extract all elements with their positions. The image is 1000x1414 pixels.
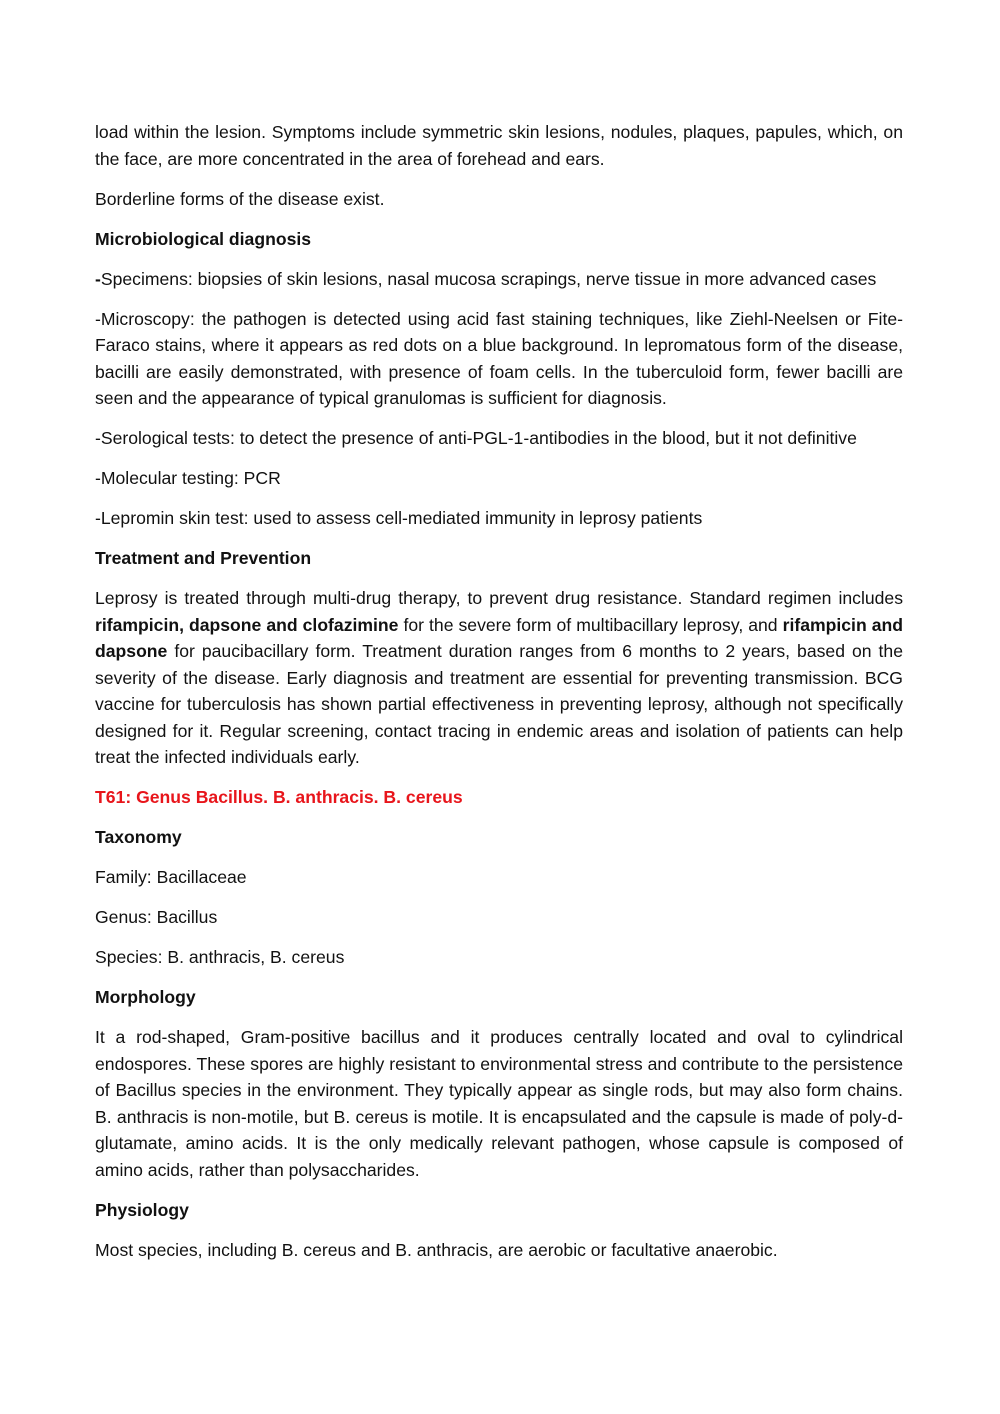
treatment-drugs-multibacillary: rifampicin, dapsone and clofazimine [95,614,399,635]
taxonomy-heading: Taxonomy [95,827,182,847]
specimens-item [95,266,903,293]
diagnosis-heading: Microbiological diagnosis [95,228,312,249]
taxonomy-species: Species: B. anthracis, B. cereus [95,947,345,967]
treatment-drugs-paucibacillary: rifampicin and dapsone [95,614,903,661]
topic-title: T61: Genus Bacillus. B. anthracis. B. cereus [95,787,463,807]
treatment-text-3: for paucibacillary form. Treatment duration ranges from 6 months to 2 years, based on the severity of the disease. Early diagnosis and treatment are essential for preventing transmission. BCG vaccine for tuberculosis has shown partial effectiveness in preventing leprosy, although not specifically designed for it. Regular screening, contact tracing in endemic areas and isolation of patients can help treat the infected individuals early. [95,641,903,767]
treatment-heading: Treatment and Prevention [95,548,312,568]
molecular-item: -Molecular testing: PCR [95,468,281,488]
borderline-paragraph: Borderline forms of the disease exist. [95,188,385,209]
treatment-text-1: Leprosy is treated through multi-drug therapy, to prevent drug resistance. Standard regimen includes [95,588,903,608]
taxonomy-genus: Genus: Bacillus [95,907,218,927]
physiology-heading: Physiology [95,1199,189,1220]
serological-item: -Serological tests: to detect the presence of anti-PGL-1-antibodies in the blood, but it not definitive [95,428,857,448]
physiology-paragraph: Most species, including B. cereus and B. anthracis, are aerobic or facultative anaerobic. [95,1239,778,1260]
intro-paragraph: load within the lesion. Symptoms include symmetric skin lesions, nodules, plaques, papules, which, on the face, are more concentrated in the area of forehead and ears. [95,122,903,169]
document-page [95,119,903,1277]
lepromin-item: -Lepromin skin test: used to assess cell-mediated immunity in leprosy patients [95,508,703,528]
microscopy-item: -Microscopy: the pathogen is detected using acid fast staining techniques, like Ziehl-Neelsen or Fite-Faraco stains, where it appears as red dots on a blue background. In lepromatous form of the disease, bacilli are easily demonstrated, with presence of foam cells. In the tuberculoid form, fewer bacilli are seen and the appearance of typical granulomas is sufficient for diagnosis. [95,308,903,408]
specimens-text: Specimens: biopsies of skin lesions, nasal mucosa scrapings, nerve tissue in more advanced cases [100,268,877,289]
specimens-dash: - [95,268,101,289]
taxonomy-family: Family: Bacillaceae [95,867,247,887]
morphology-heading: Morphology [95,987,196,1007]
treatment-text-2: for the severe form of multibacillary leprosy, and [398,614,783,635]
treatment-paragraph [95,585,903,771]
morphology-paragraph: It a rod-shaped, Gram-positive bacillus and it produces centrally located and oval to cylindrical endospores. These spores are highly resistant to environmental stress and contribute to the persistence of Bacillus species in the environment. They typically appear as single rods, but may also form chains. B. anthracis is non-motile, but B. cereus is motile. It is encapsulated and the capsule is made of poly-d-glutamate, amino acids. It is the only medically relevant pathogen, whose capsule is composed of amino acids, rather than polysaccharides. [95,1027,903,1180]
